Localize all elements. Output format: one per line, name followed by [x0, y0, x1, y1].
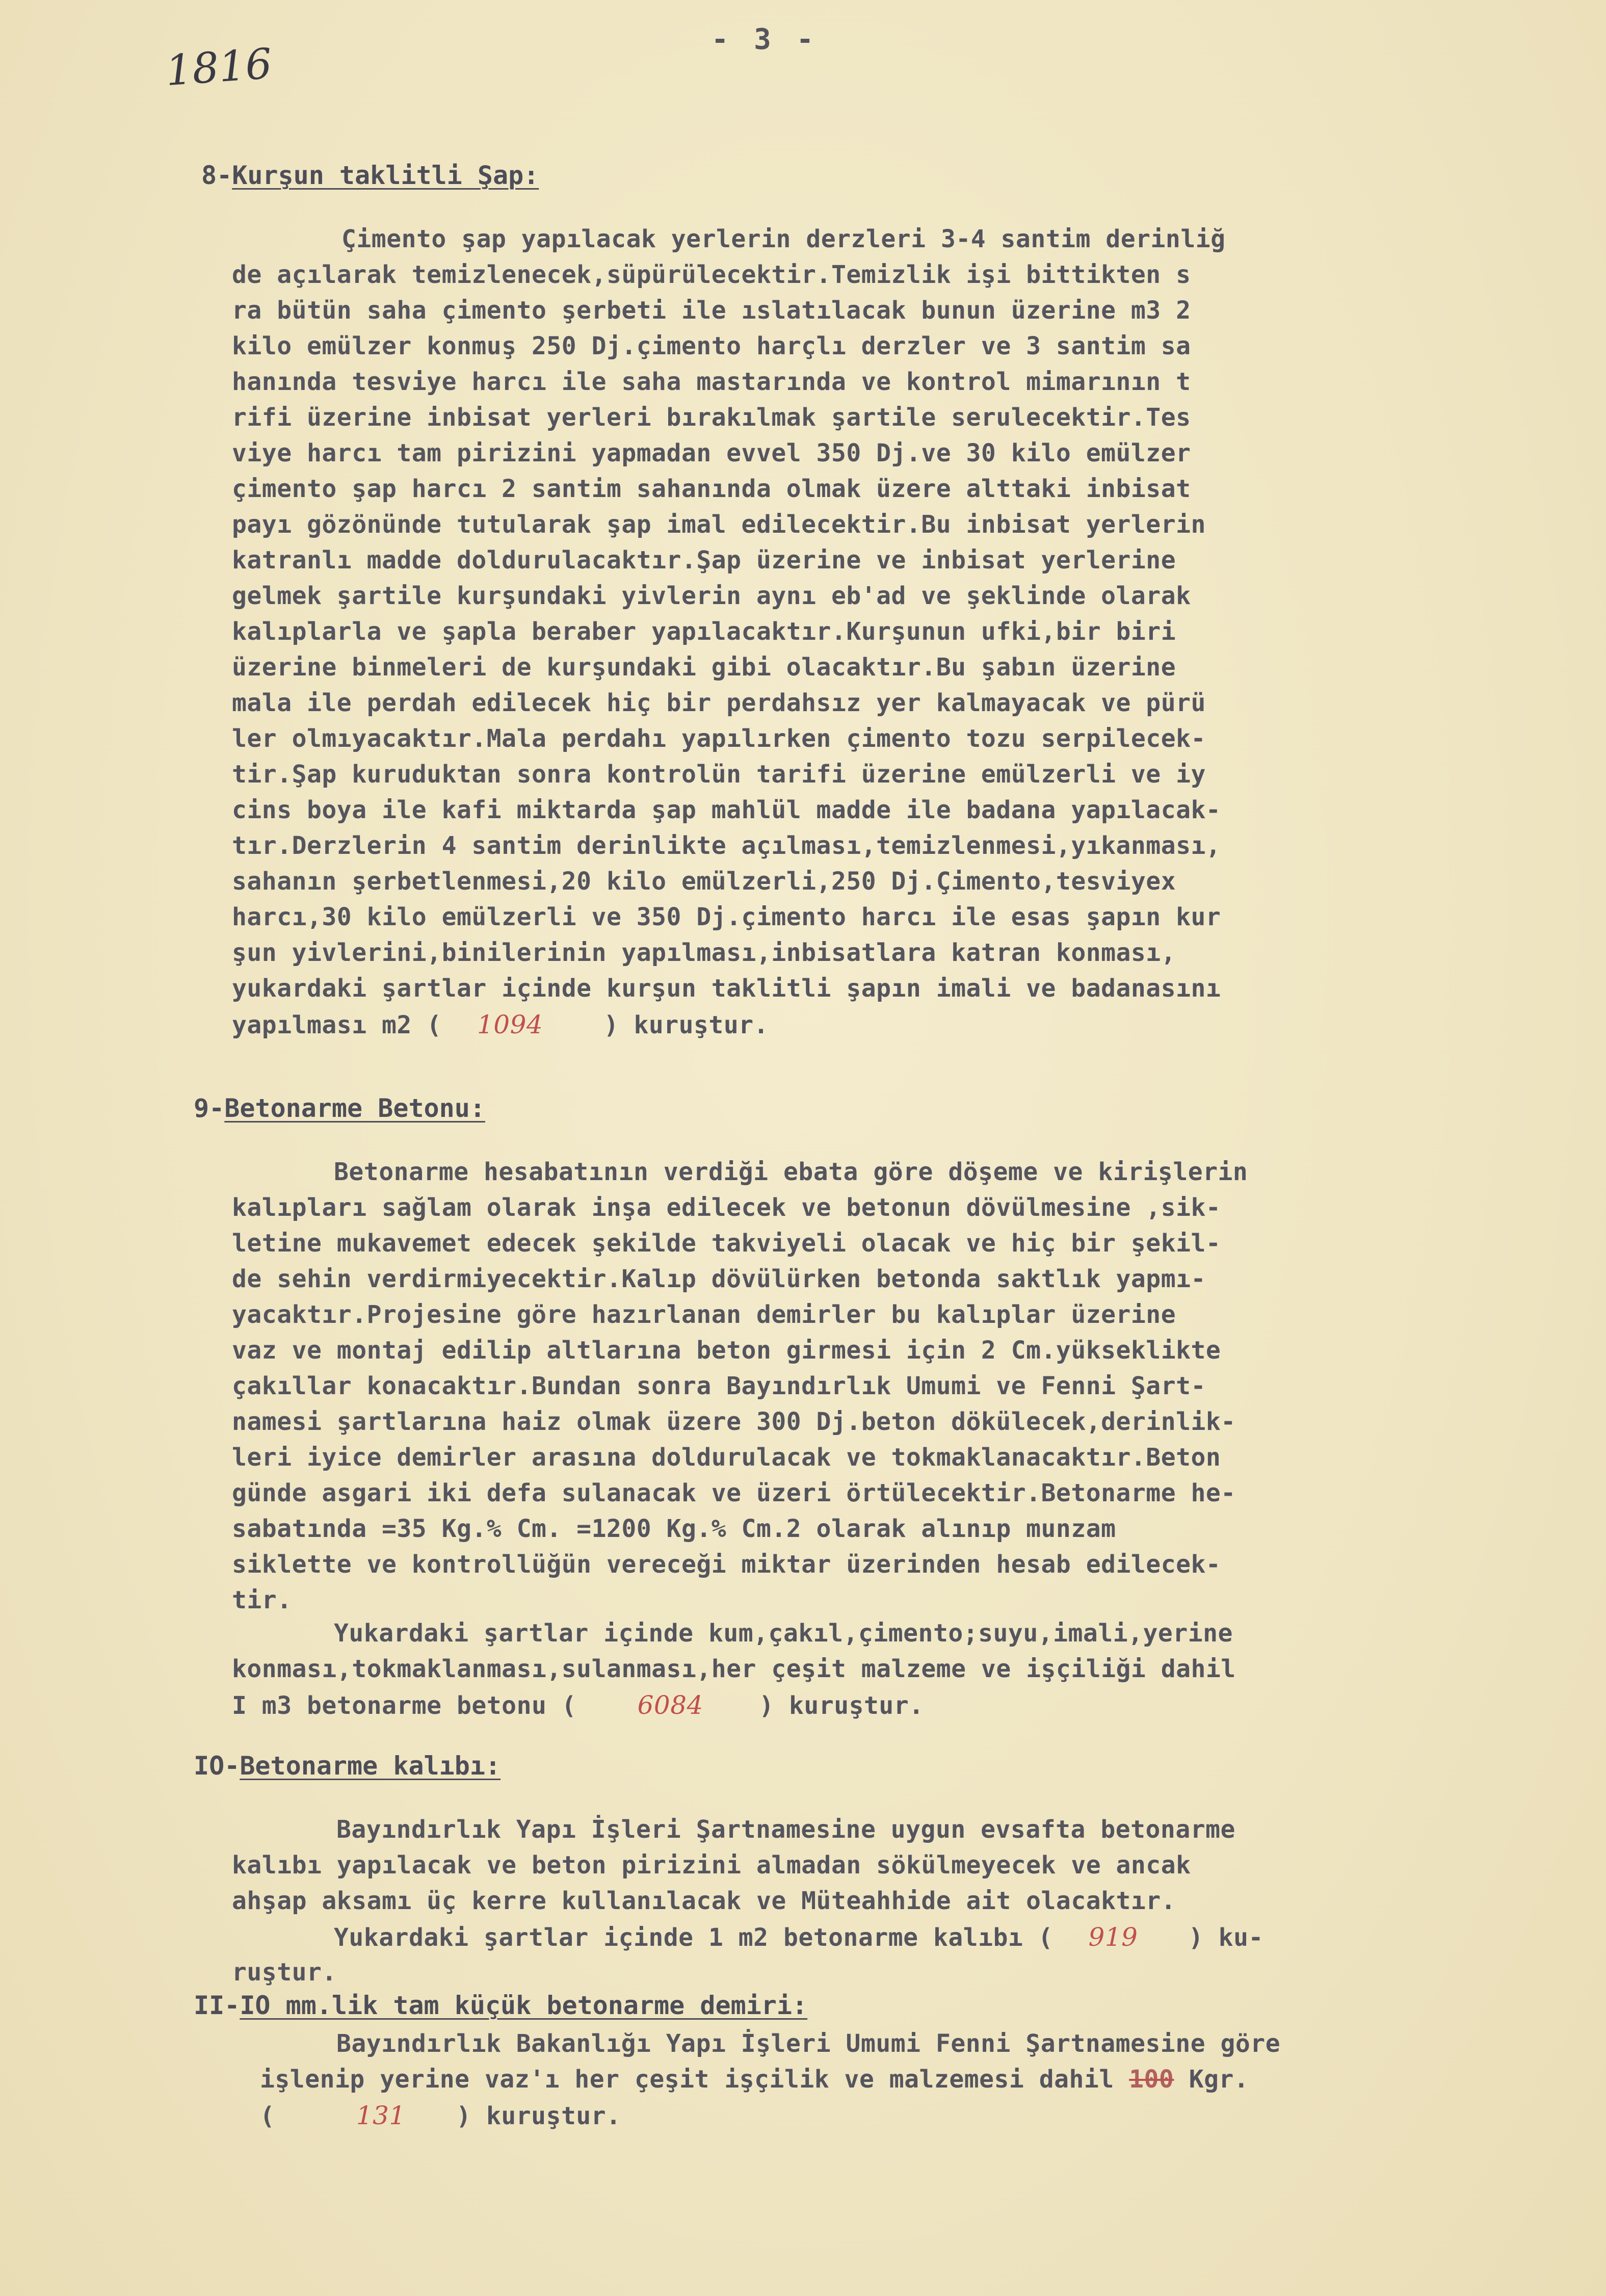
s8-line: ra bütün saha çimento şerbeti ile ıslatılacak bunun üzerine m3 2: [232, 296, 1191, 325]
s8-line: sahanın şerbetlenmesi,20 kilo emülzerli,250 Dj.Çimento,tesviyex: [232, 867, 1176, 896]
s10-line: kalıbı yapılacak ve beton pirizini almadan sökülmeyecek ve ancak: [232, 1851, 1191, 1880]
s9-line: namesi şartlarına haiz olmak üzere 300 Dj.beton dökülecek,derinlik-: [232, 1407, 1236, 1436]
s9-line: günde asgari iki defa sulanacak ve üzeri örtülecektir.Betonarme he-: [232, 1479, 1236, 1507]
section-10-title: Betonarme kalıbı:: [240, 1751, 501, 1781]
s8-line: kalıplarla ve şapla beraber yapılacaktır.Kurşunun ufki,bir biri: [232, 617, 1176, 646]
s9-line: Betonarme hesabatının verdiği ebata göre döşeme ve kirişlerin: [334, 1158, 1248, 1186]
s10-line: Bayındırlık Yapı İşleri Şartnamesine uygun evsafta betonarme: [336, 1815, 1235, 1844]
section-8-heading: [201, 161, 539, 190]
s8-line: çimento şap harcı 2 santim sahanında olmak üzere alttaki inbisat: [232, 475, 1191, 503]
section-10-number: IO-: [194, 1751, 240, 1781]
s8-line: hanında tesviye harcı ile saha mastarında ve kontrol mimarının t: [232, 368, 1191, 396]
section-8-number: 8-: [201, 161, 232, 190]
s8-line: katranlı madde doldurulacaktır.Şap üzerine ve inbisat yerlerine: [232, 546, 1176, 575]
s10-line: ahşap aksamı üç kerre kullanılacak ve Müteahhide ait olacaktır.: [232, 1887, 1176, 1915]
s9-line: çakıllar konacaktır.Bundan sonra Bayındırlık Umumi ve Fenni Şart-: [232, 1372, 1206, 1400]
s11-struck-quantity: 100: [1129, 2065, 1174, 2094]
s9-line: tir.: [232, 1586, 292, 1614]
section-9-title: Betonarme Betonu:: [224, 1093, 485, 1123]
section-11-number: II-: [194, 1991, 240, 2020]
s9-last-line: I m3 betonarme betonu ( 6084 ) kuruştur.: [232, 1690, 924, 1720]
handwritten-reference-number: 1816: [164, 39, 274, 96]
s9-line: leri iyice demirler arasına doldurulacak ve tokmaklanacaktır.Beton: [232, 1443, 1221, 1472]
s8-line: yukardaki şartlar içinde kurşun taklitli şapın imali ve badanasını: [232, 974, 1221, 1003]
s10-line: ruştur.: [232, 1958, 337, 1987]
s8-line: Çimento şap yapılacak yerlerin derzleri 3-4 santim derinliğ: [341, 225, 1226, 253]
s9-line: sabatında =35 Kg.% Cm. =1200 Kg.% Cm.2 olarak alınıp munzam: [232, 1515, 1116, 1543]
s11-line: Bayındırlık Bakanlığı Yapı İşleri Umumi Fenni Şartnamesine göre: [336, 2029, 1281, 2058]
section-11-heading: [194, 1991, 807, 2020]
s9-line: siklette ve kontrollüğün vereceği miktar üzerinden hesab edilecek-: [232, 1550, 1221, 1579]
section-10-heading: [194, 1751, 501, 1781]
s8-last-line: yapılması m2 ( 1094 ) kuruştur.: [232, 1010, 769, 1039]
s8-line: rifi üzerine inbisat yerleri bırakılmak şartile serulecektir.Tes: [232, 403, 1191, 432]
s8-line: kilo emülzer konmuş 250 Dj.çimento harçlı derzler ve 3 santim sa: [232, 332, 1191, 360]
s9-line: konması,tokmaklanması,sulanması,her çeşit malzeme ve işçiliği dahil: [232, 1655, 1236, 1683]
s8-line: cins boya ile kafi miktarda şap mahlül madde ile badana yapılacak-: [232, 796, 1221, 824]
section-9-number: 9-: [194, 1093, 225, 1123]
s10-last-line: Yukardaki şartlar içinde 1 m2 betonarme kalıbı ( 919 ) ku-: [334, 1922, 1263, 1952]
s10-handwritten-price: 919: [1088, 1922, 1138, 1952]
s11-line-2: işlenip yerine vaz'ı her çeşit işçilik ve malzemesi dahil 100 Kgr.: [260, 2065, 1249, 2094]
s8-handwritten-price: 1094: [477, 1010, 543, 1039]
s8-line: viye harcı tam pirizini yapmadan evvel 350 Dj.ve 30 kilo emülzer: [232, 439, 1191, 467]
s11-handwritten-price: 131: [356, 2101, 406, 2130]
s8-line: harcı,30 kilo emülzerli ve 350 Dj.çimento harcı ile esas şapın kur: [232, 903, 1221, 931]
s8-line: payı gözönünde tutularak şap imal edilecektir.Bu inbisat yerlerin: [232, 510, 1206, 539]
s9-line: letine mukavemet edecek şekilde takviyeli olacak ve hiç bir şekil-: [232, 1229, 1221, 1258]
s8-line: mala ile perdah edilecek hiç bir perdahsız yer kalmayacak ve pürü: [232, 689, 1206, 717]
s8-line: tir.Şap kuruduktan sonra kontrolün tarifi üzerine emülzerli ve iy: [232, 760, 1206, 789]
s8-line: şun yivlerini,binilerinin yapılması,inbisatlara katran konması,: [232, 938, 1176, 967]
s8-line: gelmek şartile kurşundaki yivlerin aynı eb'ad ve şeklinde olarak: [232, 582, 1191, 610]
s9-line: Yukardaki şartlar içinde kum,çakıl,çimento;suyu,imali,yerine: [334, 1619, 1233, 1648]
page-number: - 3 -: [711, 23, 818, 56]
section-8-title: Kurşun taklitli Şap:: [232, 161, 539, 190]
section-11-title: IO mm.lik tam küçük betonarme demiri:: [240, 1991, 808, 2020]
s9-line: vaz ve montaj edilip altlarına beton girmesi için 2 Cm.yükseklikte: [232, 1336, 1221, 1365]
s9-handwritten-price: 6084: [637, 1690, 703, 1720]
section-9-heading: [194, 1093, 485, 1123]
s8-line: üzerine binmeleri de kurşundaki gibi olacaktır.Bu şabın üzerine: [232, 653, 1176, 682]
s9-line: yacaktır.Projesine göre hazırlanan demirler bu kalıplar üzerine: [232, 1300, 1176, 1329]
s9-line: kalıpları sağlam olarak inşa edilecek ve betonun dövülmesine ,sik-: [232, 1193, 1221, 1222]
s8-line: ler olmıyacaktır.Mala perdahı yapılırken çimento tozu serpilecek-: [232, 724, 1206, 753]
s9-line: de sehin verdirmiyecektir.Kalıp dövülürken betonda saktlık yapmı-: [232, 1265, 1206, 1293]
s11-last-line: ( 131 ) kuruştur.: [260, 2101, 621, 2130]
s8-line: de açılarak temizlenecek,süpürülecektir.Temizlik işi bittikten s: [232, 260, 1191, 289]
s8-line: tır.Derzlerin 4 santim derinlikte açılması,temizlenmesi,yıkanması,: [232, 831, 1221, 860]
